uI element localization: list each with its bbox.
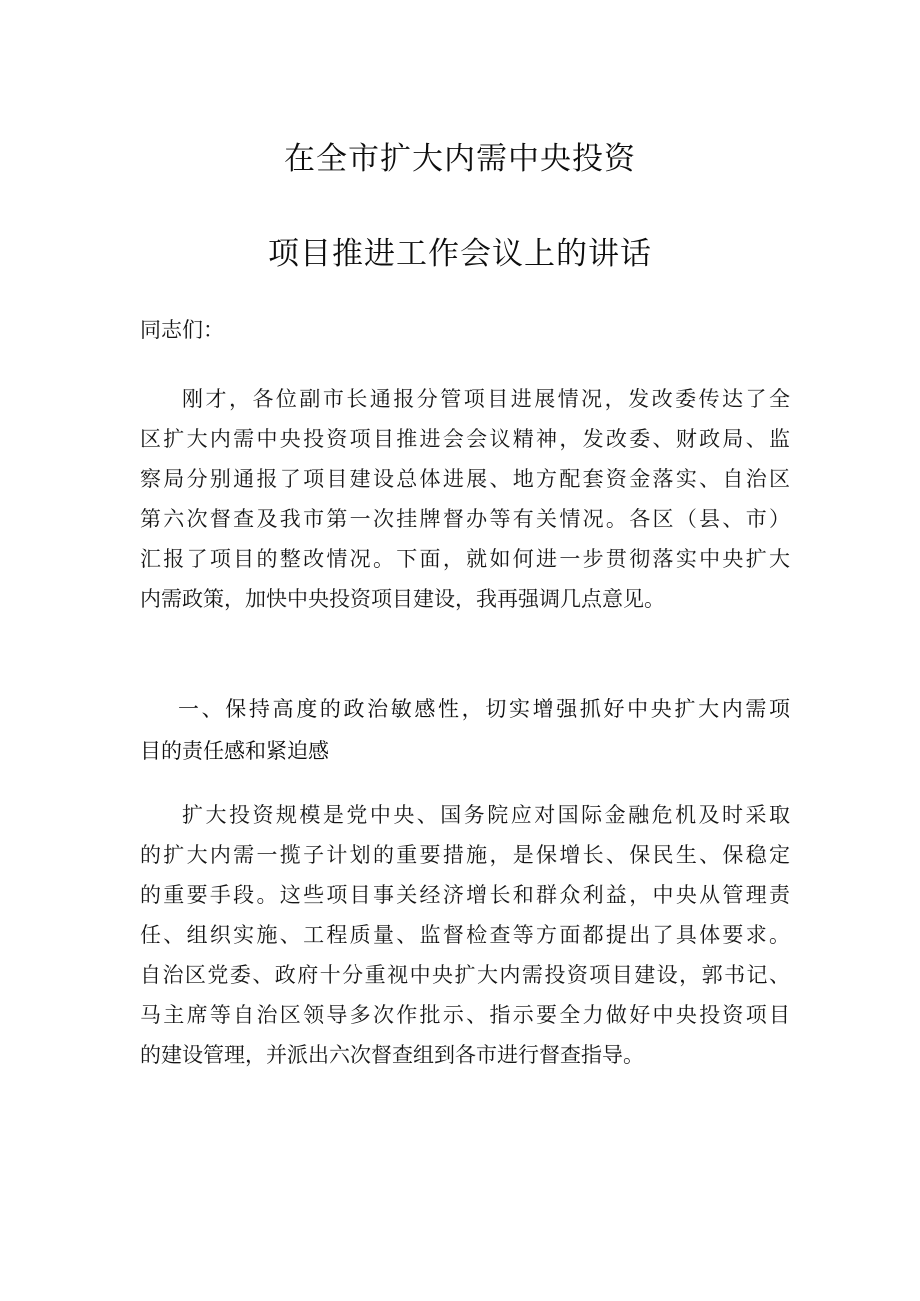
salutation: 同志们：	[140, 318, 224, 342]
document-title-line-2: 项目推进工作会议上的讲话	[268, 236, 652, 272]
section-1-heading	[140, 688, 790, 772]
paragraph-line: 马主席等自治区领导多次作批示、指示要全力做好中央投资项目	[140, 1003, 790, 1027]
paragraph-line: 的建设管理，并派出六次督查组到各市进行督查指导。	[140, 1043, 644, 1067]
paragraph-line: 自治区党委、政府十分重视中央扩大内需投资项目建设，郭书记、	[140, 963, 790, 987]
paragraph-line: 察局分别通报了项目建设总体进展、地方配套资金落实、自治区	[140, 467, 790, 491]
paragraph-2	[140, 795, 790, 1075]
paragraph-line: 的扩大内需一揽子计划的重要措施，是保增长、保民生、保稳定	[140, 843, 790, 867]
paragraph-line: 第六次督查及我市第一次挂牌督办等有关情况。各区（县、市）	[140, 507, 790, 531]
document-title-line-1: 在全市扩大内需中央投资	[284, 141, 636, 177]
paragraph-line: 的重要手段。这些项目事关经济增长和群众利益，中央从管理责	[140, 883, 790, 907]
paragraph-1	[140, 379, 790, 619]
paragraph-line: 任、组织实施、工程质量、监督检查等方面都提出了具体要求。	[140, 923, 790, 947]
heading-line: 一、保持高度的政治敏感性，切实增强抓好中央扩大内需项	[178, 697, 790, 721]
paragraph-line: 扩大投资规模是党中央、国务院应对国际金融危机及时采取	[182, 803, 790, 827]
paragraph-line: 汇报了项目的整改情况。下面，就如何进一步贯彻落实中央扩大	[140, 547, 790, 571]
paragraph-line: 刚才，各位副市长通报分管项目进展情况，发改委传达了全	[182, 387, 790, 411]
paragraph-line: 区扩大内需中央投资项目推进会会议精神，发改委、财政局、监	[140, 427, 790, 451]
heading-line: 目的责任感和紧迫感	[140, 739, 329, 763]
paragraph-line: 内需政策，加快中央投资项目建设，我再强调几点意见。	[140, 587, 665, 611]
